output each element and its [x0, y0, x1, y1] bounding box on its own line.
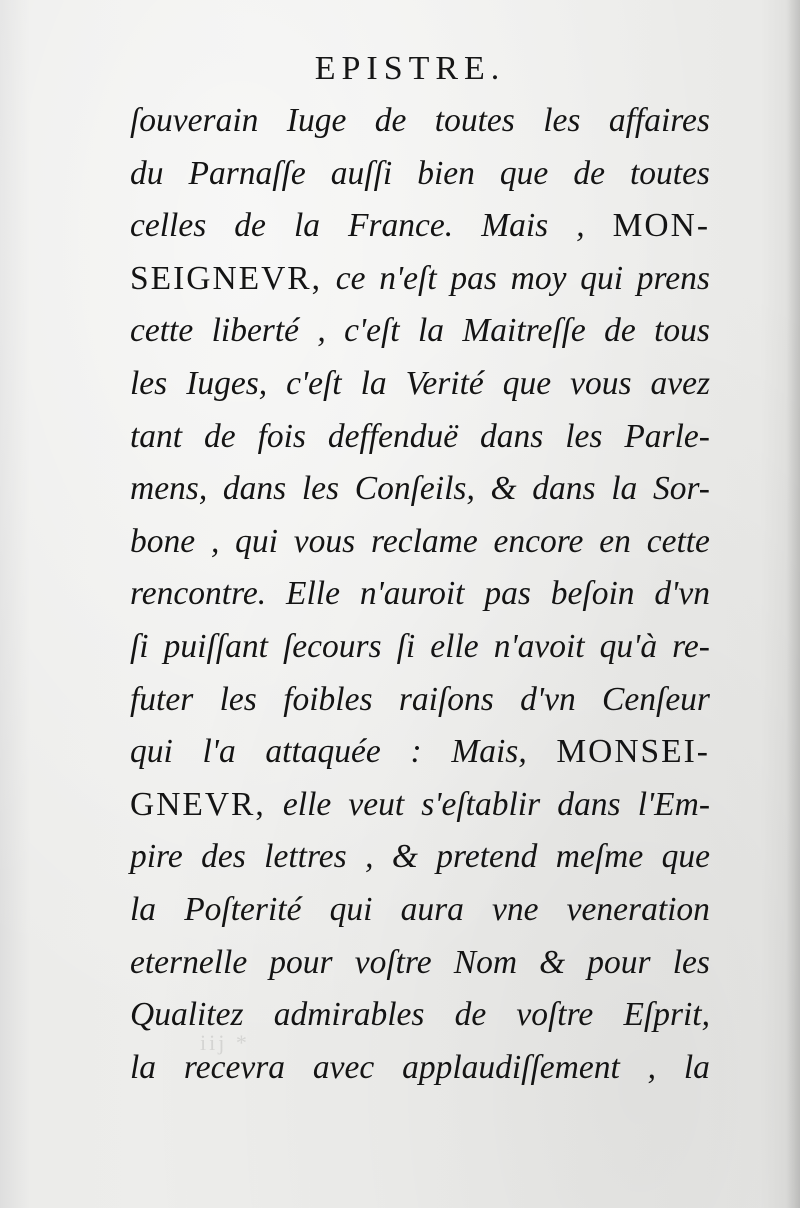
word: c'eſt: [344, 312, 400, 350]
word: Eſprit,: [623, 996, 710, 1034]
word: ,: [365, 838, 374, 876]
word: veut: [348, 785, 405, 823]
word: Verité: [405, 364, 484, 402]
word: voſtre: [516, 996, 594, 1034]
word: la: [417, 312, 445, 350]
word: futer: [130, 680, 194, 718]
word: avez: [650, 364, 710, 402]
word: c'eſt: [286, 364, 342, 402]
word: fois: [257, 417, 306, 455]
word: ſi: [396, 627, 416, 665]
word: des: [201, 838, 246, 876]
word: toutes: [629, 154, 710, 192]
word: n'avoit: [493, 627, 585, 665]
word: que: [499, 154, 549, 192]
word: dans: [480, 417, 544, 455]
word: Mais,: [451, 733, 527, 771]
word: dans: [222, 470, 287, 508]
word: Nom: [453, 943, 518, 981]
word: pour: [269, 943, 333, 981]
word: Conſeils,: [354, 470, 475, 508]
word: les: [130, 364, 168, 402]
word: mens,: [130, 470, 208, 508]
word: que: [502, 364, 552, 402]
word: Qualitez: [130, 996, 244, 1034]
word: qui: [235, 522, 278, 560]
word: veneration: [566, 890, 710, 928]
word: qui: [329, 890, 373, 928]
word: vne: [492, 890, 539, 928]
word: cette: [646, 522, 710, 560]
word: eternelle: [130, 943, 248, 981]
text-line: [130, 621, 710, 674]
word: attaquée: [265, 733, 381, 771]
word: prens: [636, 259, 710, 297]
word: ſouverain: [130, 102, 259, 139]
word: raiſons: [398, 680, 494, 718]
word: de: [234, 207, 266, 245]
word: la: [611, 470, 638, 508]
word: qu'à: [599, 627, 658, 665]
word: France.: [348, 207, 454, 245]
word: pas: [450, 259, 497, 297]
word: auſſi: [330, 154, 393, 192]
word: rencontre.: [130, 575, 267, 613]
word: tous: [654, 312, 710, 350]
word: Elle: [286, 575, 340, 613]
body-text: [130, 95, 710, 1094]
word: applaudiſſement: [402, 1048, 620, 1086]
word: ,: [576, 207, 585, 245]
word: meſme: [555, 838, 644, 876]
word: la: [360, 364, 387, 402]
page-edge-shadow: [786, 0, 800, 1208]
word: pour: [587, 943, 651, 981]
signature-mark-showthrough: iij *: [200, 1030, 250, 1055]
word: Parnaſſe: [188, 154, 306, 192]
word: tant: [130, 417, 183, 455]
word: n'eſt: [379, 259, 437, 297]
word: dans: [532, 470, 596, 508]
word: Iuge: [286, 102, 347, 139]
word: admirables: [273, 996, 425, 1034]
word: Cenſeur: [602, 680, 710, 718]
text-line: [130, 937, 710, 990]
text-line: [130, 831, 710, 884]
word: la: [683, 1048, 710, 1086]
word: Maitreſſe: [462, 312, 586, 350]
word: les: [301, 470, 340, 508]
word: bone: [130, 522, 196, 560]
word: :: [410, 733, 422, 771]
text-line: [130, 779, 710, 832]
word: ,: [647, 1048, 657, 1086]
word: la: [130, 890, 157, 928]
word: de: [374, 102, 407, 139]
word: les: [672, 943, 710, 981]
word: toutes: [434, 102, 515, 139]
word: GNEVR,: [130, 785, 266, 823]
word: voſtre: [354, 943, 432, 981]
word: celles: [130, 207, 207, 245]
text-line: [130, 200, 710, 253]
word: avec: [312, 1048, 375, 1086]
word: elle: [282, 785, 332, 823]
word: Parle-: [624, 417, 710, 455]
word: recevra: [183, 1048, 285, 1086]
word: les: [565, 417, 603, 455]
word: ,: [210, 522, 220, 560]
word: lettres: [264, 838, 347, 876]
text-line: [130, 674, 710, 727]
text-line: [130, 148, 710, 201]
word: cette: [130, 312, 194, 350]
text-line: [130, 95, 710, 148]
word: liberté: [211, 312, 300, 350]
text-line: [130, 726, 710, 779]
word: l'a: [202, 733, 236, 771]
word: de: [454, 996, 487, 1034]
word: elle: [430, 627, 479, 665]
word: pretend: [436, 838, 538, 876]
word: que: [661, 838, 710, 876]
word: ſecours: [282, 627, 382, 665]
word: d'vn: [654, 575, 710, 613]
running-head: EPISTRE.: [314, 50, 506, 87]
word: d'vn: [520, 680, 576, 718]
word: Iuges,: [186, 364, 268, 402]
word: de: [204, 417, 236, 455]
word: qui: [130, 733, 173, 771]
word: ,: [317, 312, 326, 350]
text-line: [130, 305, 710, 358]
word: bien: [417, 154, 475, 192]
text-line: [130, 568, 710, 621]
text-line: [130, 463, 710, 516]
word: &: [490, 470, 517, 508]
word: pas: [484, 575, 531, 613]
word: Mais: [481, 207, 549, 245]
word: moy: [510, 259, 567, 297]
word: foibles: [283, 680, 373, 718]
word: reclame: [371, 522, 478, 560]
word: deffenduë: [327, 417, 459, 455]
word: aura: [400, 890, 464, 928]
word: re-: [672, 627, 710, 665]
word: MONSEI-: [556, 733, 710, 771]
word: du: [130, 154, 164, 192]
word: pire: [130, 838, 183, 876]
word: la: [130, 1048, 157, 1086]
word: encore: [493, 522, 584, 560]
word: la: [293, 207, 321, 245]
word: n'auroit: [359, 575, 465, 613]
text-line: [130, 411, 710, 464]
text-line: [130, 358, 710, 411]
word: affaires: [608, 102, 710, 139]
text-line: [130, 516, 710, 569]
word: ſi: [130, 627, 149, 665]
word: vous: [570, 364, 632, 402]
word: de: [573, 154, 605, 192]
word: &: [539, 943, 566, 981]
word: ce: [335, 259, 366, 297]
word: SEIGNEVR,: [130, 259, 323, 297]
word: Sor-: [652, 470, 710, 508]
word: de: [604, 312, 636, 350]
word: beſoin: [550, 575, 635, 613]
text-line: [130, 253, 710, 306]
word: qui: [580, 259, 624, 297]
word: en: [599, 522, 631, 560]
word: Poſterité: [184, 890, 302, 928]
word: MON-: [612, 207, 710, 245]
word: puiſſant: [163, 627, 268, 665]
word: s'eſtablir: [421, 785, 541, 823]
word: &: [391, 838, 418, 876]
text-line: [130, 884, 710, 937]
word: l'Em-: [637, 785, 710, 823]
word: les: [543, 102, 581, 139]
word: dans: [557, 785, 621, 823]
word: les: [219, 680, 257, 718]
word: vous: [293, 522, 356, 560]
